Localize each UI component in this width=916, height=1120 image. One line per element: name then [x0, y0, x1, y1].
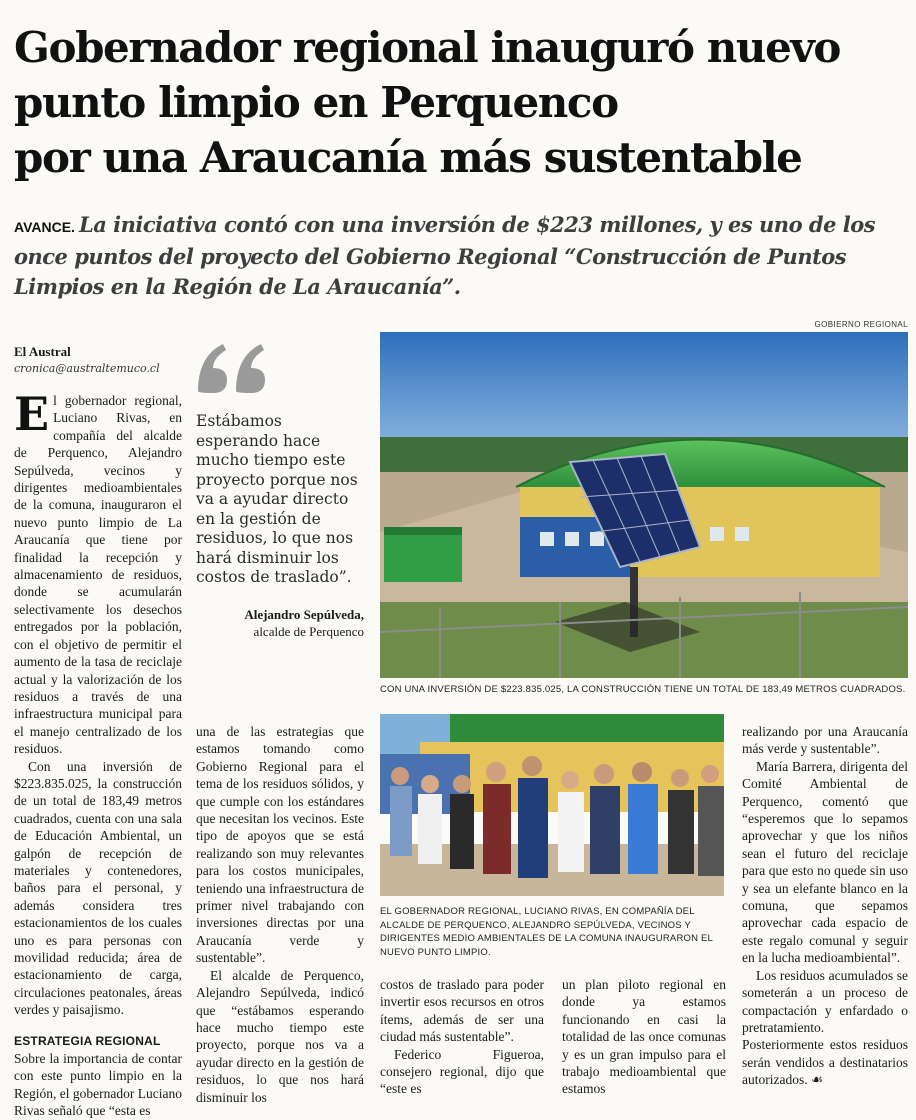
subhead-estrategia: ESTRATEGIA REGIONAL: [14, 1033, 161, 1048]
body-column-4: [562, 976, 726, 1098]
quote-mark-icon: [193, 336, 273, 396]
photo-caption-2: EL GOBERNADOR REGIONAL, LUCIANO RIVAS, EN COMPAÑÍA DEL ALCALDE DE PERQUENCO, ALEJANDRO SEPÚLVEDA, VECINOS Y DIRIGENTES MEDIO AMBIENTALES DE LA COMUNA INAUGURARON EL NUEVO PUNTO LIMPIO.: [380, 906, 713, 958]
body-column-3: [380, 976, 544, 1098]
body-column-1: [14, 387, 182, 1120]
dek-kicker: AVANCE.: [14, 219, 75, 235]
body-col2-paragraph-2: El alcalde de Perquenco, Alejandro Sepúlveda, indicó que “estábamos esperando hace mucho tiempo este proyecto, porque nos va a ayudar directo en la gestión de residuos, lo que nos hará disminuir los: [196, 967, 364, 1105]
photo-punto-limpio-illustration: [380, 332, 908, 678]
body-col5-paragraph-1: realizando por una Araucanía más verde y sustentable”.: [742, 724, 908, 757]
byline-name: El Austral: [14, 344, 71, 359]
body-col5-paragraph-3: Los residuos acumulados se someterán a un proceso de compactación y enfardado o pretratamiento. Posteriormente estos residuos serán vendidos a destinatarios autorizados. ☙: [742, 967, 908, 1088]
body-col2-paragraph-1: una de las estrategias que estamos tomando como Gobierno Regional para el tema de los residuos sólidos, y que cumple con los estándares que necesitan los vecinos. Este tipo de apoyos que se está realizando son muy relevantes para los costos municipales, teniendo una infraestructura de primer nivel trabajando con inversiones directas por una Araucanía verde y sustentable”.: [196, 724, 364, 966]
headline-line-3: por una Araucanía más sustentable: [14, 133, 802, 182]
body-column-5: [742, 723, 908, 1089]
pull-quote: Estábamos esperando hace mucho tiempo este proyecto porque nos va a ayudar directo en la gestión de residuos, lo que nos hará disminuir los costos de traslado”.: [196, 412, 358, 586]
pull-quote-attribution: [196, 606, 364, 640]
byline: [14, 343, 160, 377]
headline-line-2: punto limpio en Perquenco: [14, 78, 618, 127]
body-col1-paragraph-1: [14, 387, 182, 758]
body-col3-paragraph-1: costos de traslado para poder invertir esos recursos en otros ítems, además de ser una ciudad más sustentable”.: [380, 977, 544, 1045]
photo-credit: GOBIERNO REGIONAL: [814, 320, 908, 329]
body-col4-paragraph-1: un plan piloto regional en donde ya estamos funcionando en casi la totalidad de las once comunas y es un gran impulso para el trabajo medioambiental que estamos: [562, 977, 726, 1097]
dek-text: La iniciativa contó con una inversión de $223 millones, y es uno de los once puntos del proyecto del Gobierno Regional “Construcción de Puntos Limpios en la Región de La Araucanía”.: [14, 212, 876, 299]
photo-punto-limpio: [380, 332, 908, 678]
body-col3-paragraph-2: Federico Figueroa, consejero regional, dijo que “este es: [380, 1046, 544, 1097]
body-col5-paragraph-2: María Barrera, dirigenta del Comité Ambiental de Perquenco, comentó que “esperemos que lo sepamos aprovechar y que los niños sean el futuro del reciclaje para que esto no quede sin uso y sea un elefante blanco en la comuna, que sepamos aprovechar cada espacio de este regalo comunal y seguir en la lucha medioambiental”.: [742, 758, 908, 966]
body-col1-paragraph-3: Sobre la importancia de contar con este punto limpio en la Región, el gobernador Luciano Rivas señaló que “esta es: [14, 1051, 182, 1119]
photo-caption-1: CON UNA INVERSIÓN DE $223.835.025, LA CONSTRUCCIÓN TIENE UN TOTAL DE 183,49 METROS CUADRADOS.: [380, 684, 906, 695]
byline-email[interactable]: cronica@australtemuco.cl: [14, 362, 160, 375]
body-column-2: [196, 723, 364, 1106]
quote-author-role: alcalde de Perquenco: [253, 624, 364, 639]
headline: [14, 20, 904, 185]
dropcap: E: [14, 387, 50, 441]
body-col1-p1-text: l gobernador regional, Luciano Rivas, en compañía del alcalde de Perquenco, Alejandro Sepúlveda, vecinos y dirigentes medioambientales de la comuna, inauguraron el nuevo punto limpio de La Araucanía que tiene por finalidad la recepción y almacenamiento de residuos, donde se acumularán selectivamente los desechos entregados por la población, con el objetivo de permitir el aumento de la tasa de reciclaje actual y la valorización de los residuos a través de una infraestructura municipal para el manejo centralizado de los residuos.: [14, 393, 182, 757]
quote-author-name: Alejandro Sepúlveda,: [244, 607, 364, 622]
dek: [14, 210, 906, 302]
photo-inauguracion-illustration: [380, 714, 724, 896]
body-col1-paragraph-2: Con una inversión de $223.835.025, la construcción de un total de 183,49 metros cuadrados, cuenta con una sala de Educación Ambiental, un galpón de recepción de materiales y contenedores, baños para el personal, y además considera tres estacionamientos de los cuales uno es para personas con movilidad reducida; área de estacionamiento de carga, circulaciones peatonales, áreas verdes y paisajismo.: [14, 758, 182, 1018]
headline-line-1: Gobernador regional inauguró nuevo: [14, 23, 841, 72]
photo-inauguracion: [380, 714, 724, 896]
